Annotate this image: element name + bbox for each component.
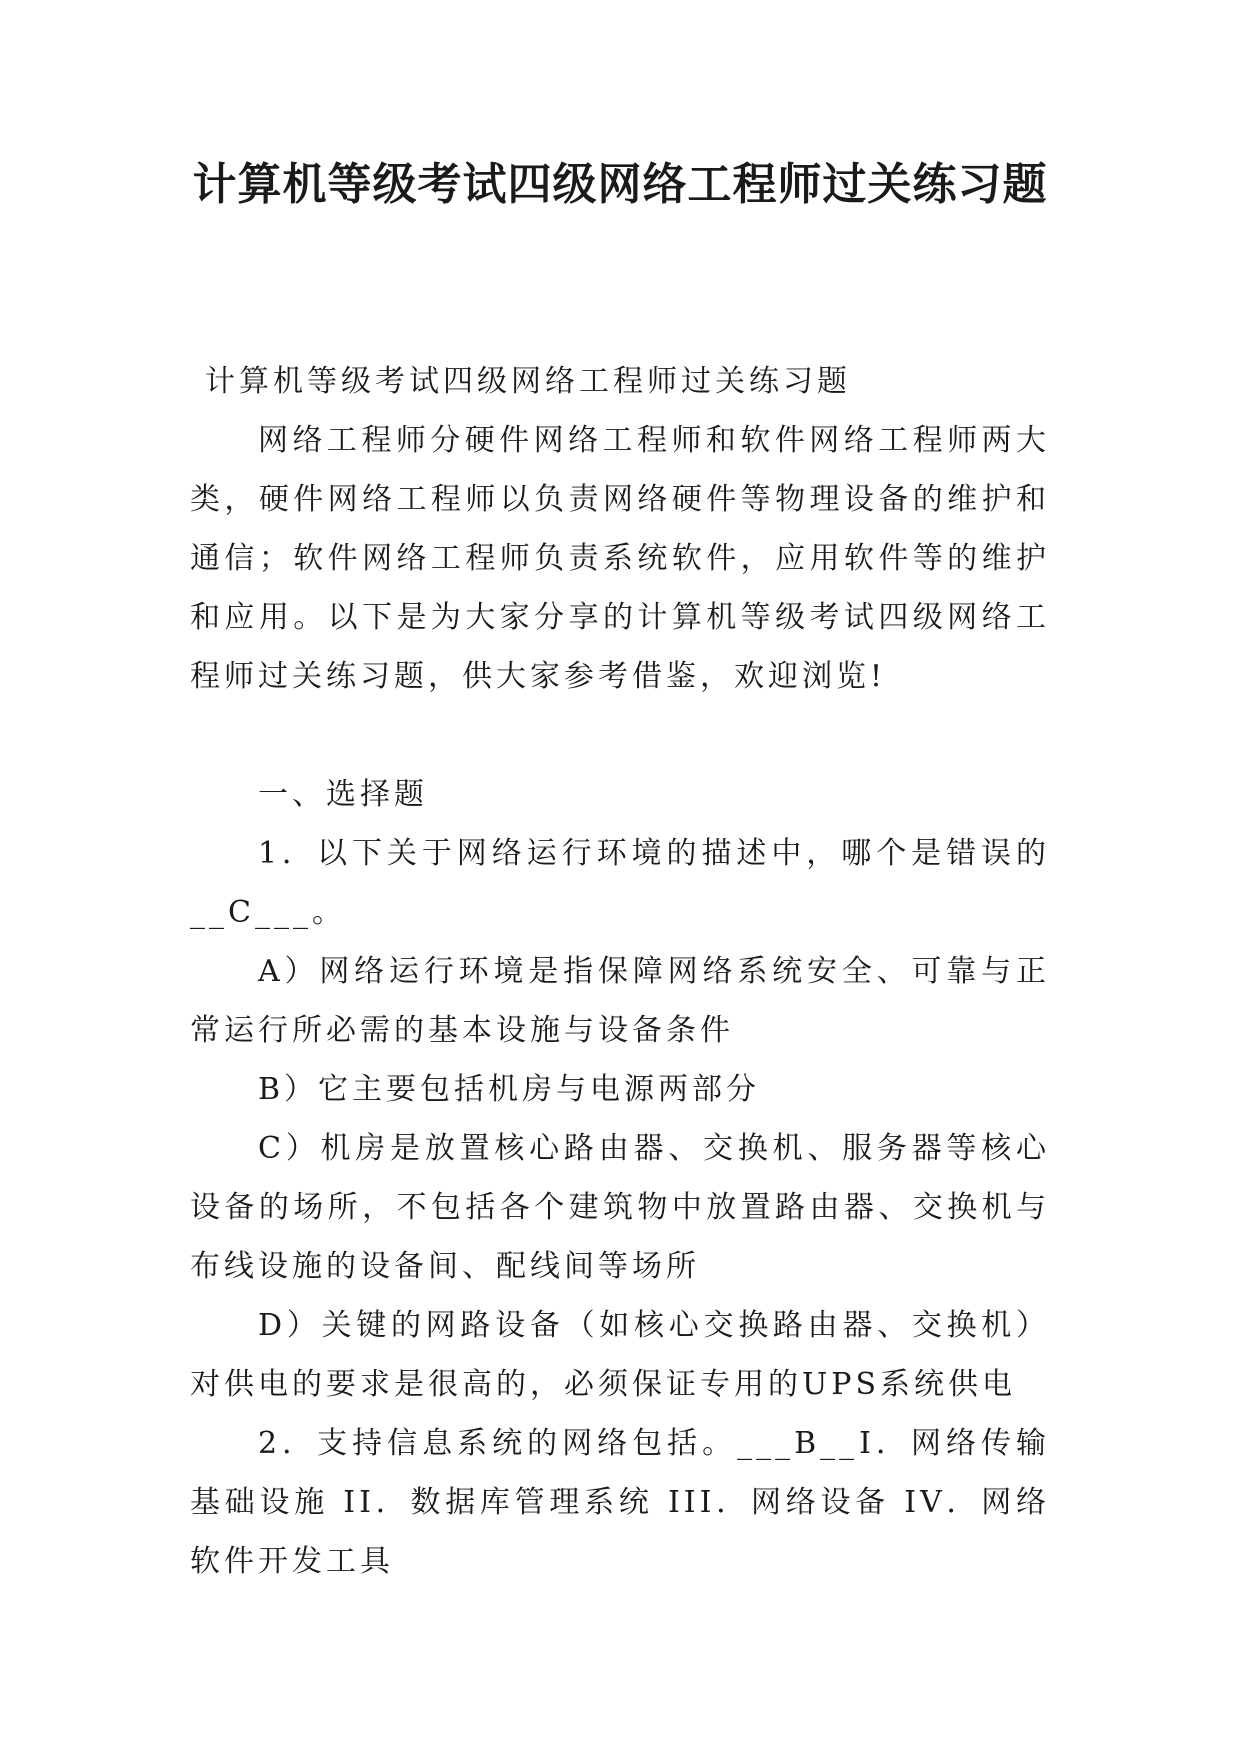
section-heading: 一、选择题: [258, 777, 428, 812]
question-2-stem: 2．支持信息系统的网络包括。___B__Ⅰ．网络传输基础设施 II．数据库管理系统 III．网络设备 IV．网络软件开发工具: [190, 1426, 1050, 1579]
intro-paragraph: 网络工程师分硬件网络工程师和软件网络工程师两大类，硬件网络工程师以负责网络硬件等物理设备的维护和通信；软件网络工程师负责系统软件，应用软件等的维护和应用。以下是为大家分享的计算机等级考试四级网络工程师过关练习题，供大家参考借鉴，欢迎浏览!: [190, 423, 1050, 694]
document-subtitle: 计算机等级考试四级网络工程师过关练习题: [205, 364, 851, 399]
question-1-stem: 1．以下关于网络运行环境的描述中，哪个是错误的__C___。: [190, 836, 1050, 930]
question-1-option-b: B）它主要包括机房与电源两部分: [258, 1072, 761, 1107]
document-body: [190, 352, 1050, 1591]
question-1-option-a: A）网络运行环境是指保障网络系统安全、可靠与正常运行所必需的基本设施与设备条件: [190, 954, 1050, 1048]
question-1-option-d: D）关键的网路设备（如核心交换路由器、交换机）对供电的要求是很高的，必须保证专用的UPS系统供电: [190, 1308, 1050, 1402]
document-title: 计算机等级考试四级网络工程师过关练习题: [192, 159, 1048, 210]
paragraph-spacer: [190, 706, 1050, 765]
question-1-option-c: C）机房是放置核心路由器、交换机、服务器等核心设备的场所，不包括各个建筑物中放置路由器、交换机与布线设施的设备间、配线间等场所: [190, 1131, 1050, 1284]
